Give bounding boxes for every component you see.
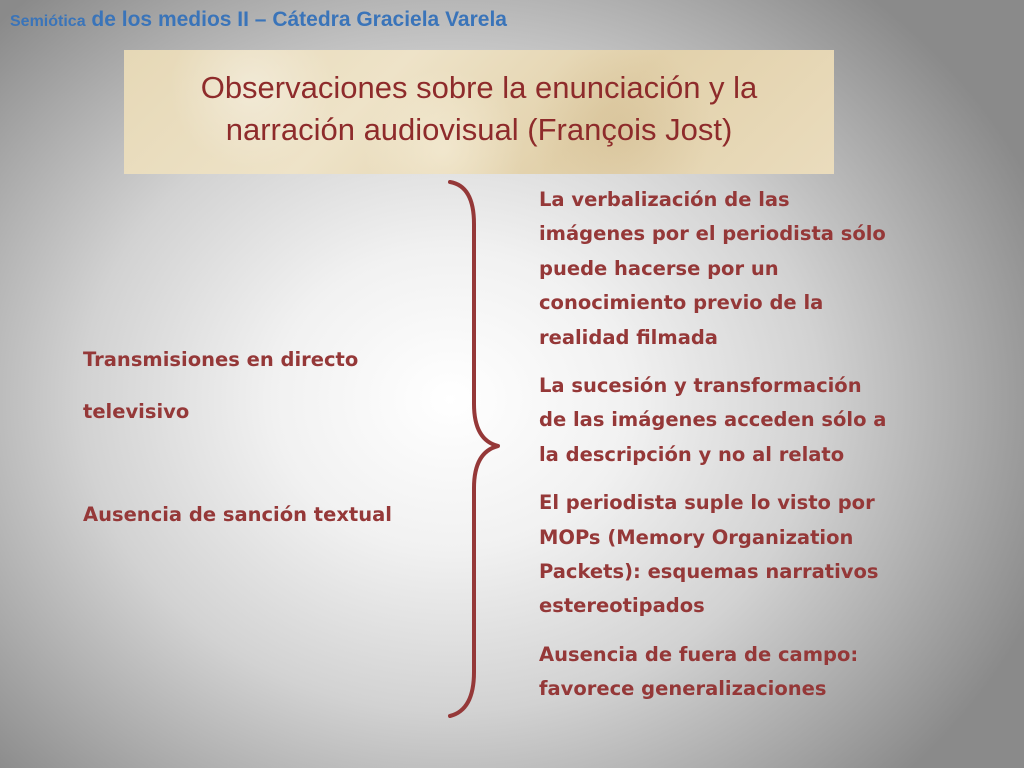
right-item-verbalizacion: [539, 183, 929, 355]
course-header-prefix: Semiótica: [10, 13, 86, 30]
right-item-periodista: [539, 486, 929, 624]
right-list: [539, 183, 929, 721]
right-item-line: favorece generalizaciones: [539, 677, 827, 701]
right-item-line: El periodista suple lo visto por: [539, 491, 875, 515]
right-item-line: Ausencia de fuera de campo:: [539, 642, 859, 666]
right-item-line: La sucesión y transformación: [539, 374, 862, 398]
right-item-fuera-de-campo: [539, 638, 929, 707]
left-item-transmisiones: Transmisiones en directo: [83, 348, 359, 371]
right-item-line: puede hacerse por un: [539, 256, 779, 280]
course-header: [10, 8, 507, 32]
right-item-line: estereotipados: [539, 594, 705, 618]
slide-title: [201, 67, 758, 151]
right-item-sucesion: [539, 369, 929, 472]
right-item-line: de las imágenes acceden sólo a: [539, 408, 887, 432]
right-curly-brace-icon: [440, 178, 510, 720]
slide-title-line-1: Observaciones sobre la enunciación y la: [200, 70, 758, 105]
right-item-line: La verbalización de las: [539, 188, 790, 211]
title-box: [124, 50, 834, 174]
course-header-rest: de los medios II – Cátedra Graciela Varela: [85, 8, 507, 31]
left-item-televisivo: televisivo: [83, 400, 190, 423]
right-item-line: imágenes por el periodista sólo: [539, 222, 886, 246]
right-item-line: realidad filmada: [539, 325, 718, 349]
right-item-line: la descripción y no al relato: [539, 442, 845, 466]
left-item-ausencia-sancion: Ausencia de sanción textual: [83, 503, 392, 526]
right-item-line: Packets): esquemas narrativos: [539, 560, 879, 584]
slide-title-line-2: narración audiovisual (François Jost): [225, 112, 733, 147]
right-item-line: conocimiento previo de la: [539, 291, 824, 315]
right-item-line: MOPs (Memory Organization: [539, 525, 854, 549]
